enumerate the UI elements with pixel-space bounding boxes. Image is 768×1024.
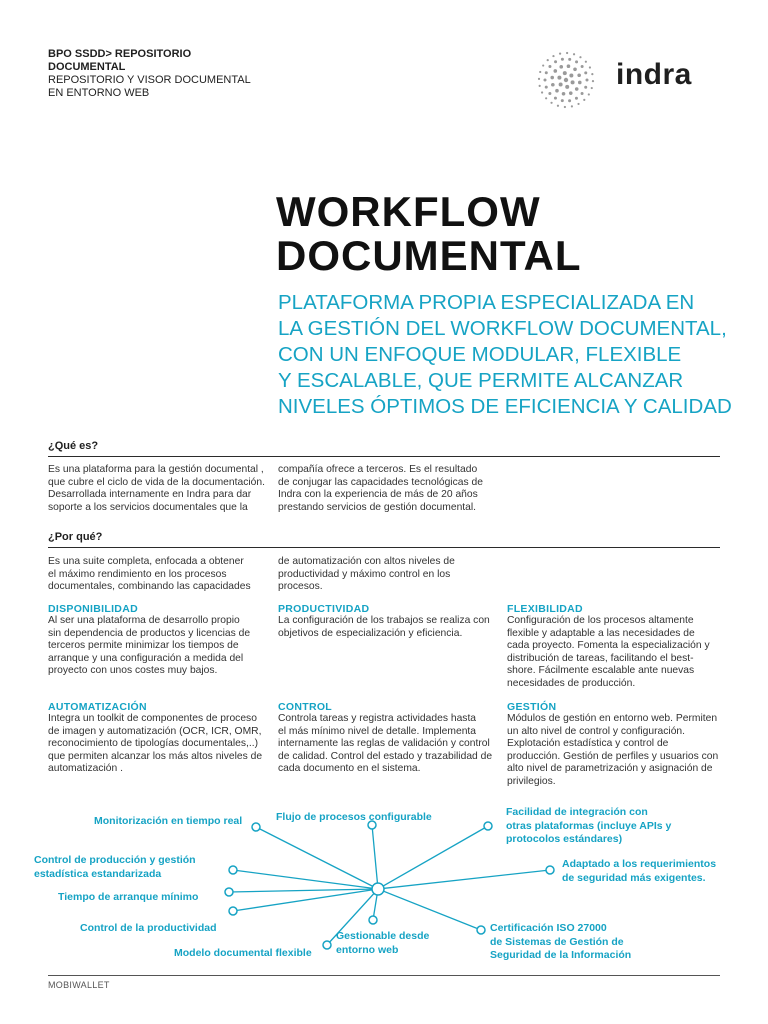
text-line: reconocimiento de tipologías documentales,..) [48, 738, 259, 750]
text-line: documentales, combinando las capacidades [48, 581, 251, 593]
feature-gestion [507, 701, 727, 789]
diagram-label-certificacion [490, 922, 631, 963]
feature-text [278, 713, 498, 776]
diagram-label-control-produccion [34, 854, 196, 881]
indra-dot-sphere-icon [536, 50, 596, 110]
text-line: Es una suite completa, enfocada a obtener [48, 556, 244, 567]
diagram-node [477, 926, 485, 934]
feature-title: AUTOMATIZACIÓN [48, 701, 147, 713]
que-es-col2 [278, 464, 498, 514]
label-line: Monitorización en tiempo real [94, 815, 243, 827]
diagram-label-flujo [276, 811, 432, 825]
subtitle-line: CON UN ENFOQUE MODULAR, FLEXIBLE [278, 343, 682, 366]
text-line: productividad y máximo control en los [278, 568, 451, 580]
section-heading-que-es: ¿Qué es? [48, 440, 99, 452]
diagram-node [252, 823, 260, 831]
text-line: un alto nivel de control y configuración. [507, 725, 686, 737]
feature-title: CONTROL [278, 701, 333, 713]
text-line: el máximo rendimiento en los procesos [48, 568, 227, 580]
footer-divider [48, 975, 720, 976]
label-line: otras plataformas (incluye APIs y [506, 819, 672, 832]
text-line: cada documento en el sistema. [278, 763, 421, 775]
label-line: de Sistemas de Gestión de [490, 935, 624, 948]
kicker-bold-1: BPO SSDD> REPOSITORIO [48, 48, 192, 60]
label-line: Control de producción y gestión [34, 854, 196, 866]
label-line: estadística estandarizada [34, 867, 162, 880]
text-line: automatización . [48, 763, 123, 775]
diagram-node [229, 907, 237, 915]
feature-flexibilidad [507, 603, 727, 691]
label-line: Seguridad de la Información [490, 949, 632, 961]
text-line: shore. Fácilmente escalable ante nuevas [507, 665, 695, 677]
section-divider [48, 456, 720, 457]
kicker-line-1: REPOSITORIO Y VISOR DOCUMENTAL [48, 74, 251, 86]
feature-title: DISPONIBILIDAD [48, 603, 138, 615]
subtitle-line: PLATAFORMA PROPIA ESPECIALIZADA EN [278, 291, 695, 314]
label-line: protocolos estándares) [506, 833, 623, 845]
text-line: de automatización con altos niveles de [278, 556, 455, 567]
text-line: objetivos de especialización y eficiencia. [278, 627, 463, 639]
text-line: que cubre el ciclo de vida de la documentación. [48, 476, 265, 488]
text-line: de imagen y automatización (OCR, ICR, OMR, [48, 725, 262, 737]
por-que-col2 [278, 556, 498, 594]
feature-disponibilidad [48, 603, 268, 678]
label-line: Adaptado a los requerimientos [562, 858, 717, 870]
text-line: alto nivel de parametrización y asignación de [507, 763, 713, 775]
title-line-1: WORKFLOW [276, 188, 541, 235]
diagram-label-integracion [506, 806, 671, 847]
feature-text [507, 615, 727, 691]
section-heading-por-que: ¿Por qué? [48, 531, 103, 543]
text-line: de conjugar las capacidades tecnológicas de [278, 476, 483, 488]
title-line-2: DOCUMENTAL [276, 232, 582, 279]
label-line: de seguridad más exigentes. [562, 871, 706, 884]
page-title [276, 190, 696, 278]
subtitle-line: Y ESCALABLE, QUE PERMITE ALCANZAR [278, 369, 684, 392]
diagram-label-modelo [174, 947, 312, 961]
text-line: privilegios. [507, 775, 556, 787]
label-line: entorno web [336, 943, 399, 956]
text-line: La configuración de los trabajos se realiza con [278, 615, 490, 626]
diagram-label-control-productividad [80, 922, 217, 936]
text-line: Explotación estadística y control de [507, 738, 669, 750]
text-line: Módulos de gestión en entorno web. Permiten [507, 713, 718, 724]
document-kicker [48, 48, 288, 100]
por-que-col1 [48, 556, 268, 594]
text-line: Indra con la experiencia de más de 20 años [278, 489, 478, 501]
subtitle-line: LA GESTIÓN DEL WORKFLOW DOCUMENTAL, [278, 317, 727, 340]
feature-automatizacion [48, 701, 268, 776]
feature-text [507, 713, 727, 789]
text-line: compañía ofrece a terceros. Es el resultado [278, 464, 478, 475]
diagram-label-arranque [58, 891, 198, 905]
text-line: de calidad. Control del estado y trazabilidad de [278, 750, 493, 762]
text-line: procesos. [278, 581, 323, 593]
diagram-label-adaptado [562, 858, 716, 885]
kicker-bold-2: DOCUMENTAL [48, 61, 126, 73]
feature-productividad [278, 603, 498, 640]
text-line: distribución de tareas, facilitando el best- [507, 652, 694, 664]
subtitle-line: NIVELES ÓPTIMOS DE EFICIENCIA Y CALIDAD [278, 395, 732, 418]
text-line: Integra un toolkit de componentes de proceso [48, 713, 257, 724]
diagram-node [323, 941, 331, 949]
text-line: Al ser una plataforma de desarrollo propio [48, 615, 240, 626]
diagram-node [225, 888, 233, 896]
text-line: terceros permite minimizar los tiempos de [48, 640, 239, 652]
text-line: Desarrollada internamente en Indra para dar [48, 489, 252, 501]
label-line: Certificación ISO 27000 [490, 922, 607, 934]
diagram-label-monitorizacion [94, 815, 242, 829]
text-line: producción. Gestión de perfiles y usuarios con [507, 750, 719, 762]
label-line: Flujo de procesos configurable [276, 811, 432, 823]
feature-text [48, 713, 268, 776]
text-line: sin dependencia de productos y licencias de [48, 627, 251, 639]
text-line: proyecto con unos costes muy bajos. [48, 665, 218, 677]
feature-title: GESTIÓN [507, 701, 557, 713]
text-line: internamente las reglas de validación y control [278, 738, 490, 750]
label-line: Facilidad de integración con [506, 806, 648, 818]
diagram-node [546, 866, 554, 874]
feature-title: FLEXIBILIDAD [507, 603, 583, 615]
subtitle [278, 290, 732, 420]
diagram-label-gestionable [336, 930, 429, 957]
kicker-line-2: EN ENTORNO WEB [48, 87, 150, 99]
label-line: Tiempo de arranque mínimo [58, 891, 199, 903]
diagram-hub [372, 883, 384, 895]
que-es-col1 [48, 464, 268, 514]
text-line: flexible y adaptable a las necesidades de [507, 627, 695, 639]
diagram-node [484, 822, 492, 830]
logo-text: indra [616, 58, 692, 91]
text-line: cada proyecto. Fomenta la especialización y [507, 640, 710, 652]
diagram-node [229, 866, 237, 874]
feature-title: PRODUCTIVIDAD [278, 603, 370, 615]
text-line: prestando servicios de gestión documental. [278, 501, 477, 513]
text-line: que permiten alcanzar los más altos niveles de [48, 750, 263, 762]
text-line: Configuración de los procesos altamente [507, 615, 694, 626]
text-line: Controla tareas y registra actividades hasta [278, 713, 477, 724]
section-divider [48, 547, 720, 548]
label-line: Gestionable desde [336, 930, 430, 942]
label-line: Modelo documental flexible [174, 947, 312, 959]
text-line: el más mínimo nivel de detalle. Implementa [278, 725, 477, 737]
text-line: necesidades de producción. [507, 677, 636, 689]
text-line: Es una plataforma para la gestión documental , [48, 464, 264, 475]
label-line: Control de la productividad [80, 922, 217, 934]
feature-text [48, 615, 268, 678]
feature-control [278, 701, 498, 776]
text-line: soporte a los servicios documentales que la [48, 501, 248, 513]
text-line: arranque y una configuración a medida del [48, 652, 244, 664]
feature-text [278, 615, 498, 640]
diagram-node [369, 916, 377, 924]
footer-text: MOBIWALLET [48, 980, 110, 990]
